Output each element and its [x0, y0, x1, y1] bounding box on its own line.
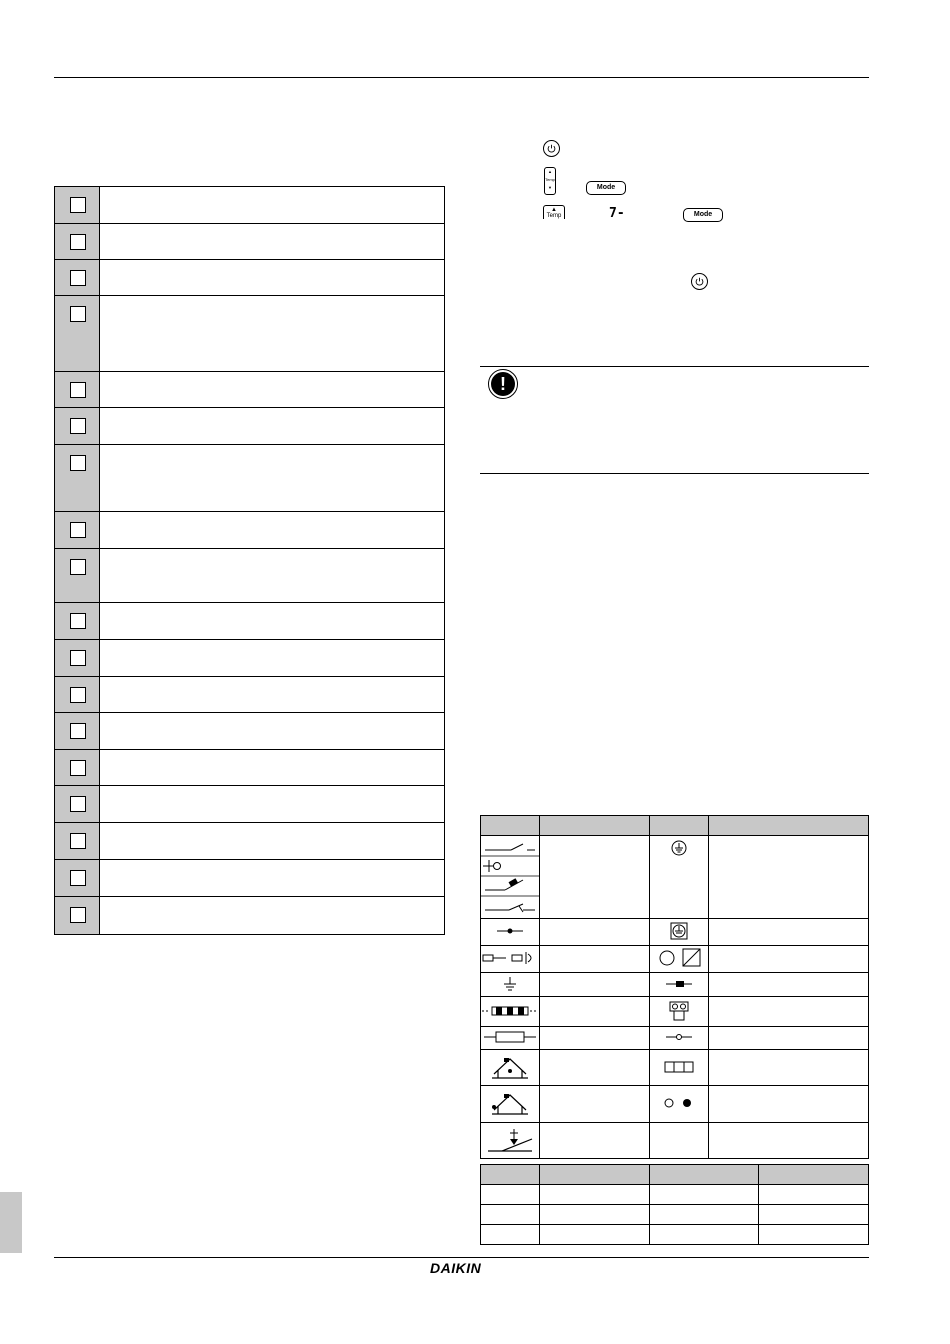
terminal-symbol: [650, 1027, 709, 1050]
wire-clamp-symbols: [650, 1086, 709, 1123]
terminal-block-symbol: [650, 997, 709, 1027]
protective-earth-symbol: [650, 836, 709, 919]
checklist-row: [55, 640, 444, 677]
temp-button-horizontal-icon: ▲ Temp: [543, 205, 565, 219]
fuse-symbol: [481, 1027, 540, 1050]
checklist-row: [55, 750, 444, 786]
checkbox[interactable]: [70, 760, 86, 776]
checklist-row: [55, 224, 444, 260]
daikin-logo: DAIKIN: [430, 1260, 482, 1276]
temp-button-vertical-icon: ▲ Temp ▼: [544, 167, 556, 195]
noiseless-earth-symbol: [650, 919, 709, 946]
footer-rule: [54, 1257, 869, 1258]
notice-bottom-rule: [480, 473, 869, 474]
checklist-row: [55, 445, 444, 512]
display-readout: 7-: [609, 206, 625, 221]
checklist-row: [55, 786, 444, 823]
indoor-unit-symbol: [481, 1050, 540, 1086]
power-button-icon: [691, 273, 708, 290]
terminal-strip-symbol: [650, 1050, 709, 1086]
checklist-table: [54, 186, 445, 935]
diode-symbol: [650, 973, 709, 997]
checkbox[interactable]: [70, 306, 86, 322]
checkbox[interactable]: [70, 455, 86, 471]
checkbox[interactable]: [70, 270, 86, 286]
checklist-row: [55, 860, 444, 897]
checkbox[interactable]: [70, 870, 86, 886]
checklist-row: [55, 260, 444, 296]
checklist-row: [55, 296, 444, 372]
checkbox[interactable]: [70, 723, 86, 739]
connection-dot-symbol: [481, 919, 540, 946]
checklist-row: [55, 897, 444, 935]
checkbox[interactable]: [70, 687, 86, 703]
checkbox[interactable]: [70, 833, 86, 849]
power-button-icon: [543, 140, 560, 157]
checkbox[interactable]: [70, 522, 86, 538]
checkbox[interactable]: [70, 907, 86, 923]
checkbox[interactable]: [70, 650, 86, 666]
checklist-row: [55, 603, 444, 640]
mode-button-icon: Mode: [586, 181, 626, 195]
wiring-harness-symbol: [481, 997, 540, 1027]
protective-switch-symbol: [481, 1123, 540, 1159]
switch-symbols: [481, 836, 540, 919]
checkbox[interactable]: [70, 559, 86, 575]
checklist-row: [55, 187, 444, 224]
notice-top-rule: [480, 366, 869, 367]
checklist-row: [55, 823, 444, 860]
header-rule: [54, 77, 869, 78]
checklist-row: [55, 512, 444, 549]
motor-and-inverter-symbols: [650, 946, 709, 973]
side-tab: [0, 1192, 22, 1253]
checkbox[interactable]: [70, 613, 86, 629]
outdoor-unit-symbol: [481, 1086, 540, 1123]
ground-symbol: [481, 973, 540, 997]
wire-colour-table: [480, 1164, 869, 1245]
checklist-row: [55, 372, 444, 408]
checkbox[interactable]: [70, 234, 86, 250]
checklist-row: [55, 408, 444, 445]
checklist-row: [55, 549, 444, 603]
exclamation-icon: !: [488, 369, 518, 399]
checklist-row: [55, 713, 444, 750]
checklist-row: [55, 677, 444, 713]
checkbox[interactable]: [70, 382, 86, 398]
checkbox[interactable]: [70, 197, 86, 213]
checkbox[interactable]: [70, 418, 86, 434]
mode-button-icon: Mode: [683, 208, 723, 222]
connector-symbol: [481, 946, 540, 973]
checkbox[interactable]: [70, 796, 86, 812]
wiring-symbols-table: [480, 815, 869, 1159]
